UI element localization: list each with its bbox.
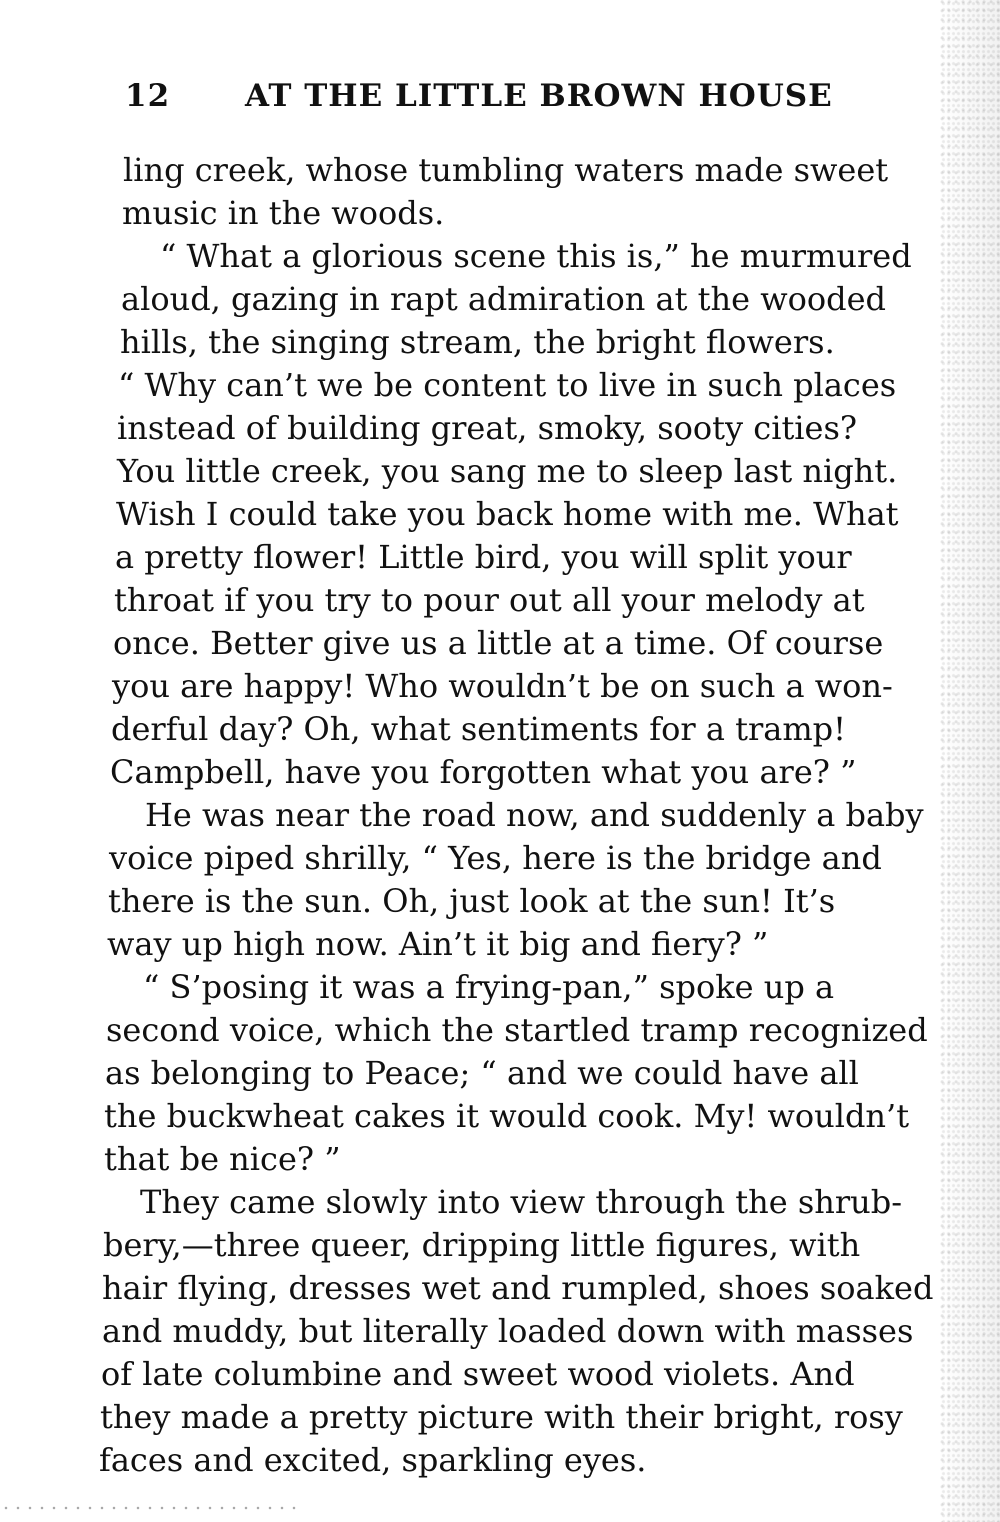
text-line: of late columbine and sweet wood violets. And — [101, 1355, 855, 1393]
text-line: faces and excited, sparkling eyes. — [99, 1441, 647, 1479]
text-line: way up high now. Ain’t it big and fiery? ” — [107, 925, 769, 963]
text-line: bery,—three queer, dripping little figures, with — [103, 1226, 861, 1264]
text-line: Campbell, have you forgotten what you are? ” — [110, 753, 857, 791]
text-line: that be nice? ” — [104, 1140, 341, 1178]
text-line: “ What a glorious scene this is,” he murmured — [160, 237, 912, 275]
text-line: and muddy, but literally loaded down with masses — [102, 1312, 914, 1350]
text-line: They came slowly into view through the shrub- — [140, 1183, 903, 1221]
text-line: voice piped shrilly, “ Yes, here is the bridge and — [109, 839, 882, 877]
running-title: AT THE LITTLE BROWN HOUSE — [245, 78, 833, 114]
text-line: instead of building great, smoky, sooty cities? — [117, 409, 858, 447]
text-line: the buckwheat cakes it would cook. My! wouldn’t — [104, 1097, 910, 1135]
text-line: “ Why can’t we be content to live in such places — [118, 366, 897, 404]
text-line: they made a pretty picture with their bright, rosy — [100, 1398, 903, 1436]
text-line: there is the sun. Oh, just look at the sun! It’s — [108, 882, 836, 920]
text-line: hills, the singing stream, the bright flowers. — [120, 323, 835, 361]
text-line: derful day? Oh, what sentiments for a tramp! — [111, 710, 846, 748]
text-line: He was near the road now, and suddenly a baby — [145, 796, 924, 834]
text-line: music in the woods. — [122, 194, 445, 232]
text-line: second voice, which the startled tramp recognized — [106, 1011, 928, 1049]
text-line: “ S’posing it was a frying-pan,” spoke up a — [143, 968, 835, 1006]
text-line: You little creek, you sang me to sleep last night. — [117, 452, 898, 490]
text-line: once. Better give us a little at a time. Of course — [113, 624, 884, 662]
scan-speckle — [0, 1504, 300, 1512]
text-line: you are happy! Who wouldn’t be on such a won- — [112, 667, 893, 705]
text-line: hair flying, dresses wet and rumpled, shoes soaked — [102, 1269, 934, 1307]
text-line: Wish I could take you back home with me. What — [116, 495, 899, 533]
text-line: ling creek, whose tumbling waters made sweet — [123, 151, 889, 189]
page-number: 12 — [125, 78, 171, 114]
text-line: throat if you try to pour out all your melody at — [114, 581, 865, 619]
text-line: aloud, gazing in rapt admiration at the wooded — [121, 280, 887, 318]
text-line: a pretty flower! Little bird, you will split your — [115, 538, 852, 576]
text-line: as belonging to Peace; “ and we could have all — [105, 1054, 859, 1092]
